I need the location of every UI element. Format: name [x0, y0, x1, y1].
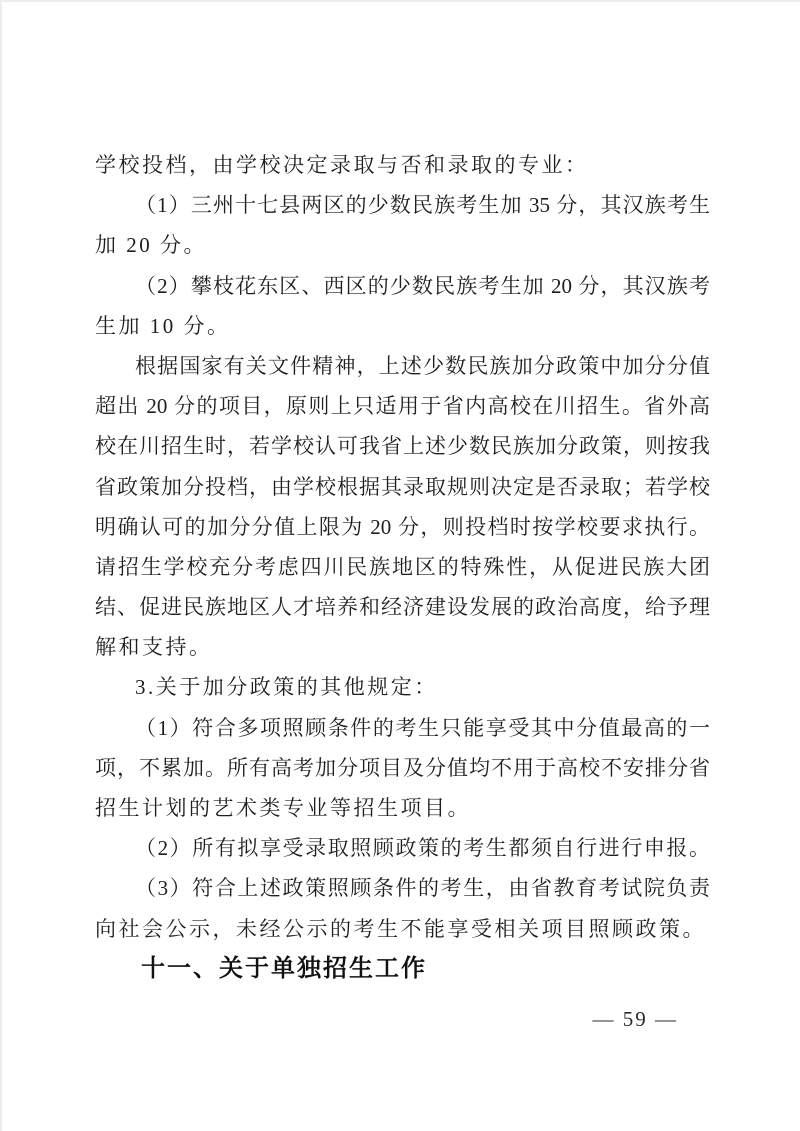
section-heading-11: 十一、关于单独招生工作	[141, 954, 427, 982]
text-line: 加 20 分。	[95, 233, 207, 258]
text-line: （1）符合多项照顾条件的考生只能享受其中分值最高的一	[135, 715, 710, 740]
body-text	[95, 145, 710, 989]
text-line: 向社会公示，未经公示的考生不能享受相关项目照顾政策。	[95, 916, 706, 941]
text-line: 超出 20 分的项目，原则上只适用于省内高校在川招生。省外高	[95, 394, 710, 419]
text-line: 省政策加分投档，由学校根据其录取规则决定是否录取；若学校	[95, 474, 710, 499]
text-line: 校在川招生时，若学校认可我省上述少数民族加分政策，则按我	[95, 434, 710, 459]
page-number: — 59 —	[592, 1007, 678, 1031]
text-line: 项，不累加。所有高考加分项目及分值均不用于高校不安排分省	[95, 755, 710, 780]
text-line: （1）三州十七县两区的少数民族考生加 35 分，其汉族考生	[135, 193, 710, 218]
text-line: （3）符合上述政策照顾条件的考生，由省教育考试院负责	[135, 876, 710, 901]
text-line: 根据国家有关文件精神，上述少数民族加分政策中加分分值	[135, 353, 710, 378]
text-line: （2）所有拟享受录取照顾政策的考生都须自行进行申报。	[135, 836, 710, 861]
text-line: 3.关于加分政策的其他规定：	[135, 675, 438, 700]
text-line: （2）攀枝花东区、西区的少数民族考生加 20 分，其汉族考	[135, 273, 710, 298]
text-line: 结、促进民族地区人才培养和经济建设发展的政治高度，给予理	[95, 595, 710, 620]
text-line: 解和支持。	[95, 635, 213, 660]
text-line: 生加 10 分。	[95, 313, 231, 338]
text-line: 招生计划的艺术类专业等招生项目。	[95, 796, 471, 820]
text-line: 学校投档，由学校决定录取与否和录取的专业：	[95, 153, 589, 177]
text-line: 明确认可的加分分值上限为 20 分，则投档时按学校要求执行。	[95, 514, 710, 539]
text-line: 请招生学校充分考虑四川民族地区的特殊性，从促进民族大团	[95, 554, 710, 579]
